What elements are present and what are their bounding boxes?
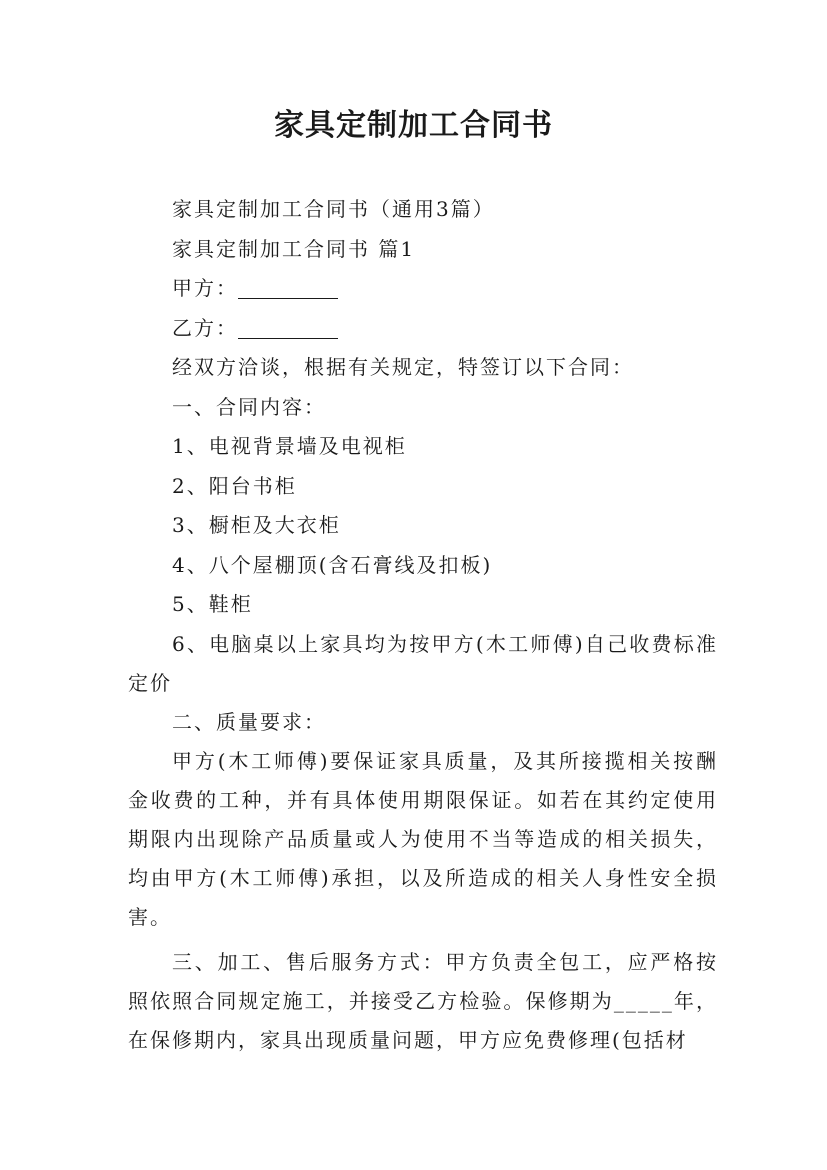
party-a-blank bbox=[238, 274, 338, 299]
party-b-blank bbox=[238, 314, 338, 339]
clause-two-body: 甲方(木工师傅)要保证家具质量，及其所接揽相关按酬金收费的工种，并有具体使用期限保证。如若在其约定使用期限内出现除产品质量或人为使用不当等造成的相关损失，均由甲方(木工师傅)承担，以及所造成的相关人身性安全损害。 bbox=[128, 749, 718, 929]
party-a-label: 甲方： bbox=[172, 276, 238, 300]
section-heading: 家具定制加工合同书 篇1 bbox=[172, 236, 416, 261]
clause-three-body: 三、加工、售后服务方式：甲方负责全包工，应严格按照依照合同规定施工，并接受乙方检验。保修期为_____年，在保修期内，家具出现质量问题，甲方应免费修理(包括材 bbox=[128, 950, 718, 1052]
list-item: 1、电视背景墙及电视柜 bbox=[172, 434, 407, 458]
list-item-wrapped: 6、电脑桌以上家具均为按甲方(木工师傅)自己收费标准定价 bbox=[128, 631, 718, 695]
document-title: 家具定制加工合同书 bbox=[274, 108, 553, 143]
clause-two-heading: 二、质量要求： bbox=[172, 709, 326, 734]
party-b-label: 乙方： bbox=[172, 315, 238, 340]
clause-one-heading: 一、合同内容： bbox=[172, 394, 326, 419]
subtitle: 家具定制加工合同书（通用3篇） bbox=[172, 197, 495, 221]
document-body bbox=[128, 190, 718, 1060]
list-item: 3、橱柜及大衣柜 bbox=[172, 513, 341, 537]
list-item: 2、阳台书柜 bbox=[172, 473, 297, 498]
list-item: 4、八个屋棚顶(含石膏线及扣板) bbox=[172, 552, 493, 577]
party-b-line bbox=[128, 309, 718, 349]
list-item: 5、鞋柜 bbox=[172, 592, 253, 616]
party-a-line bbox=[128, 269, 718, 309]
preamble: 经双方洽谈，根据有关规定，特签订以下合同： bbox=[172, 355, 634, 379]
